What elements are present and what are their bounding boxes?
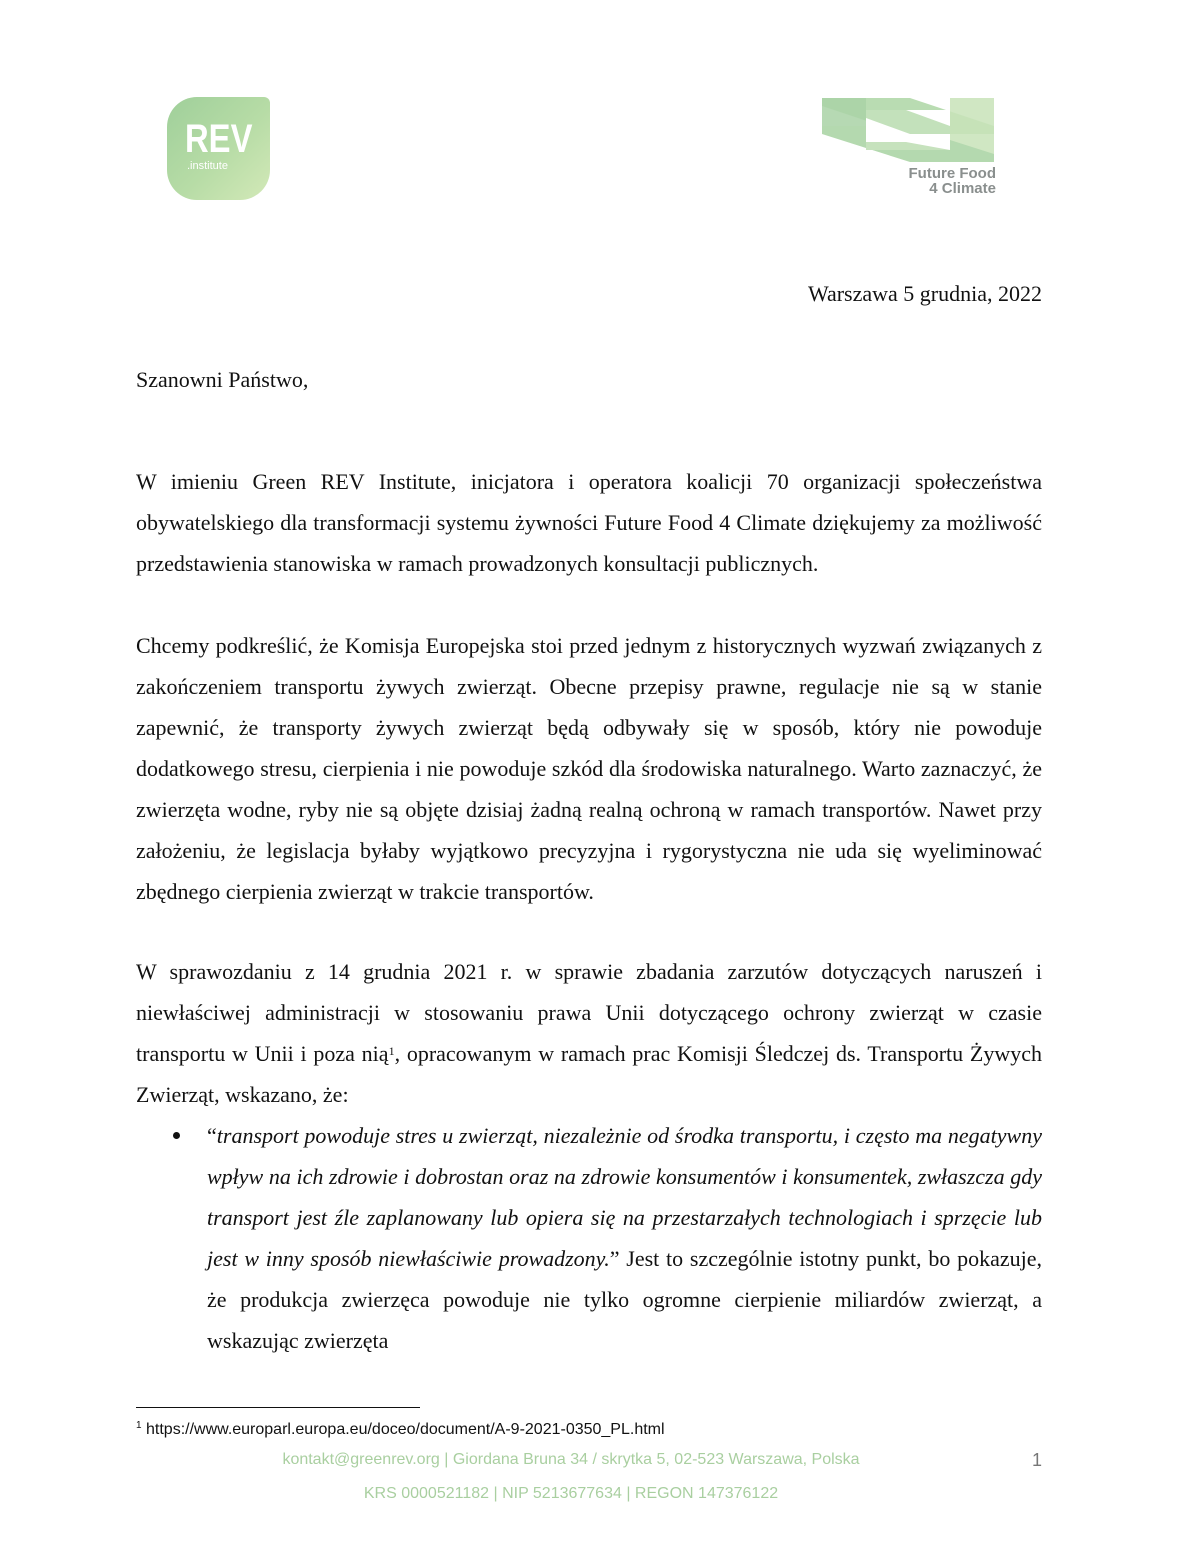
- paragraph-3-part-a: W sprawozdaniu z 14 grudnia 2021 r. w sprawie zbadania zarzutów dotyczących naruszeń i niewłaściwej administracji w stosowaniu prawa Unii dotyczącego ochrony zwierząt w czasie transportu w Unii i poza nią: [136, 959, 1042, 1066]
- footnote-reference[interactable]: 1: [388, 1044, 395, 1058]
- paragraph-3-part-b: , opracowanym w ramach prac Komisji Śledczej ds. Transportu Żywych Zwierząt, wskazano, że:: [136, 1041, 1042, 1107]
- paragraph-1: W imieniu Green REV Institute, inicjatora i operatora koalicji 70 organizacji społeczeństwa obywatelskiego dla transformacji systemu żywności Future Food 4 Climate dziękujemy za możliwość przedstawienia stanowiska w ramach prowadzonych konsultacji publicznych.: [136, 469, 1042, 576]
- footnote-divider: [136, 1407, 420, 1408]
- future-food-line1: Future Food: [908, 165, 996, 182]
- bullet-icon: [173, 1132, 180, 1139]
- rev-logo-sub: .institute: [187, 160, 228, 172]
- footer-registry-line: KRS 0000521182 | NIP 5213677634 | REGON 147376122: [363, 1485, 779, 1502]
- footnote-link[interactable]: https://www.europarl.europa.eu/doceo/document/A-9-2021-0350_PL.html: [141, 1421, 665, 1438]
- letter-date: Warszawa 5 grudnia, 2022: [807, 281, 1042, 306]
- paragraph-2: Chcemy podkreślić, że Komisja Europejska stoi przed jednym z historycznych wyzwań związanych z zakończeniem transportu żywych zwierząt. Obecne przepisy prawne, regulacje nie są w stanie zapewnić, że transporty żywych zwierząt będą odbywały się w sposób, który nie powoduje dodatkowego stresu, cierpienia i nie powoduje szkód dla środowiska naturalnego. Warto zaznaczyć, że zwierzęta wodne, ryby nie są objęte dzisiaj żadną realną ochroną w ramach transportów. Nawet przy założeniu, że legislacja byłaby wyjątkowo precyzyjna i rygorystyczna nie uda się wyeliminować zbędnego cierpienia zwierząt w trakcie transportów.: [136, 633, 1042, 904]
- rev-logo-word: REV: [185, 117, 253, 161]
- bullet-rest: Jest to szczególnie istotny punkt, bo pokazuje, że produkcja zwierzęca powoduje nie tylko ogromne cierpienie miliardów zwierząt, a wskazując zwierzęta: [207, 1246, 1042, 1353]
- future-food-line2: 4 Climate: [929, 180, 996, 197]
- paragraph-3: [136, 951, 1042, 1115]
- page-number: 1: [1032, 1450, 1043, 1470]
- open-quote: “: [207, 1123, 217, 1148]
- footnote-marker: 1: [136, 1420, 142, 1431]
- close-quote: ”: [609, 1246, 620, 1271]
- footer-contact-line: kontakt@greenrev.org | Giordana Bruna 34 / skrytka 5, 02-523 Warszawa, Polska: [282, 1451, 860, 1468]
- future-food-logo-text: [909, 166, 996, 196]
- rev-institute-logo: [167, 97, 270, 200]
- bullet-quote: transport powoduje stres u zwierząt, niezależnie od środka transportu, i często ma negatywny wpływ na ich zdrowie i dobrostan oraz na zdrowie konsumentów i konsumentek, zwłaszcza gdy transport jest źle zaplanowany lub opiera się na przestarzałych technologiach i sprzęcie lub jest w inny sposób niewłaściwie prowadzony.: [207, 1123, 1042, 1271]
- future-food-ribbon-icon: [820, 96, 996, 166]
- bullet-item: [207, 1115, 1042, 1361]
- letter-salutation: Szanowni Państwo,: [136, 367, 309, 392]
- footnote: [136, 1421, 665, 1439]
- future-food-4-climate-logo: [820, 96, 996, 202]
